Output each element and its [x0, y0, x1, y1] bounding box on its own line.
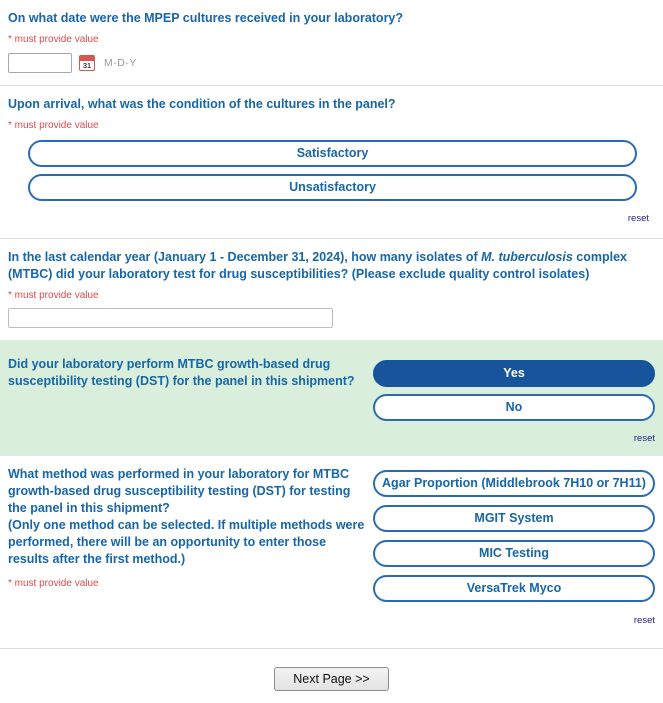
question-title-column [8, 466, 373, 590]
reset-row [28, 208, 649, 226]
option-satisfactory-button[interactable]: Satisfactory [28, 140, 637, 167]
title-text-pre: In the last calendar year (January 1 - December 31, 2024), how many isolates of [8, 250, 482, 264]
date-input[interactable] [8, 53, 72, 73]
next-page-button[interactable]: Next Page >> [274, 667, 388, 691]
question-title-note: (Only one method can be selected. If multiple methods were performed, there will be an opportunity to enter those results after the first method.) [8, 518, 365, 566]
question-title [8, 249, 655, 283]
isolate-count-input[interactable] [8, 308, 333, 328]
option-unsatisfactory-button[interactable]: Unsatisfactory [28, 174, 637, 201]
choice-column [373, 356, 655, 446]
question-title: Upon arrival, what was the condition of the cultures in the panel? [8, 97, 396, 111]
question-date-received [0, 0, 663, 86]
question-dst-performed [0, 340, 663, 456]
reset-link[interactable]: reset [633, 615, 655, 626]
calendar-icon[interactable] [79, 55, 95, 71]
footer [0, 667, 663, 691]
reset-link[interactable]: reset [633, 433, 655, 444]
question-dst-method [0, 456, 663, 640]
option-mgit-system-button[interactable]: MGIT System [373, 505, 655, 532]
option-no-button[interactable]: No [373, 394, 655, 421]
question-culture-condition [0, 86, 663, 239]
required-note: * must provide value [8, 34, 99, 45]
question-title: What method was performed in your laboratory for MTBC growth-based drug susceptibility testing (DST) for testing the panel in this shipment? [8, 467, 351, 515]
required-note: * must provide value [8, 290, 99, 301]
date-field-row [8, 53, 655, 73]
footer-divider [0, 648, 663, 649]
option-mic-testing-button[interactable]: MIC Testing [373, 540, 655, 567]
reset-row [373, 610, 655, 628]
required-note: * must provide value [8, 120, 99, 131]
date-format-label: M-D-Y [104, 57, 137, 69]
question-title: On what date were the MPEP cultures received in your laboratory? [8, 11, 404, 25]
title-text-italic: M. tuberculosis [481, 250, 573, 264]
required-note: * must provide value [8, 578, 99, 589]
option-agar-proportion-button[interactable]: Agar Proportion (Middlebrook 7H10 or 7H11) [373, 470, 655, 497]
choice-group [28, 140, 649, 226]
option-yes-button[interactable]: Yes [373, 360, 655, 387]
calendar-icon-day: 31 [82, 61, 92, 70]
title-text-post: complex (MTBC) did your laboratory test for drug susceptibilities? (Please exclude quality control isolates) [8, 250, 627, 281]
reset-row [373, 428, 655, 446]
question-title: Did your laboratory perform MTBC growth-based drug susceptibility testing (DST) for the panel in this shipment? [8, 357, 355, 388]
option-versatrek-myco-button[interactable]: VersaTrek Myco [373, 575, 655, 602]
question-isolate-count [0, 239, 663, 340]
choice-column [373, 466, 655, 628]
reset-link[interactable]: reset [627, 213, 649, 224]
question-title-column [8, 356, 373, 390]
